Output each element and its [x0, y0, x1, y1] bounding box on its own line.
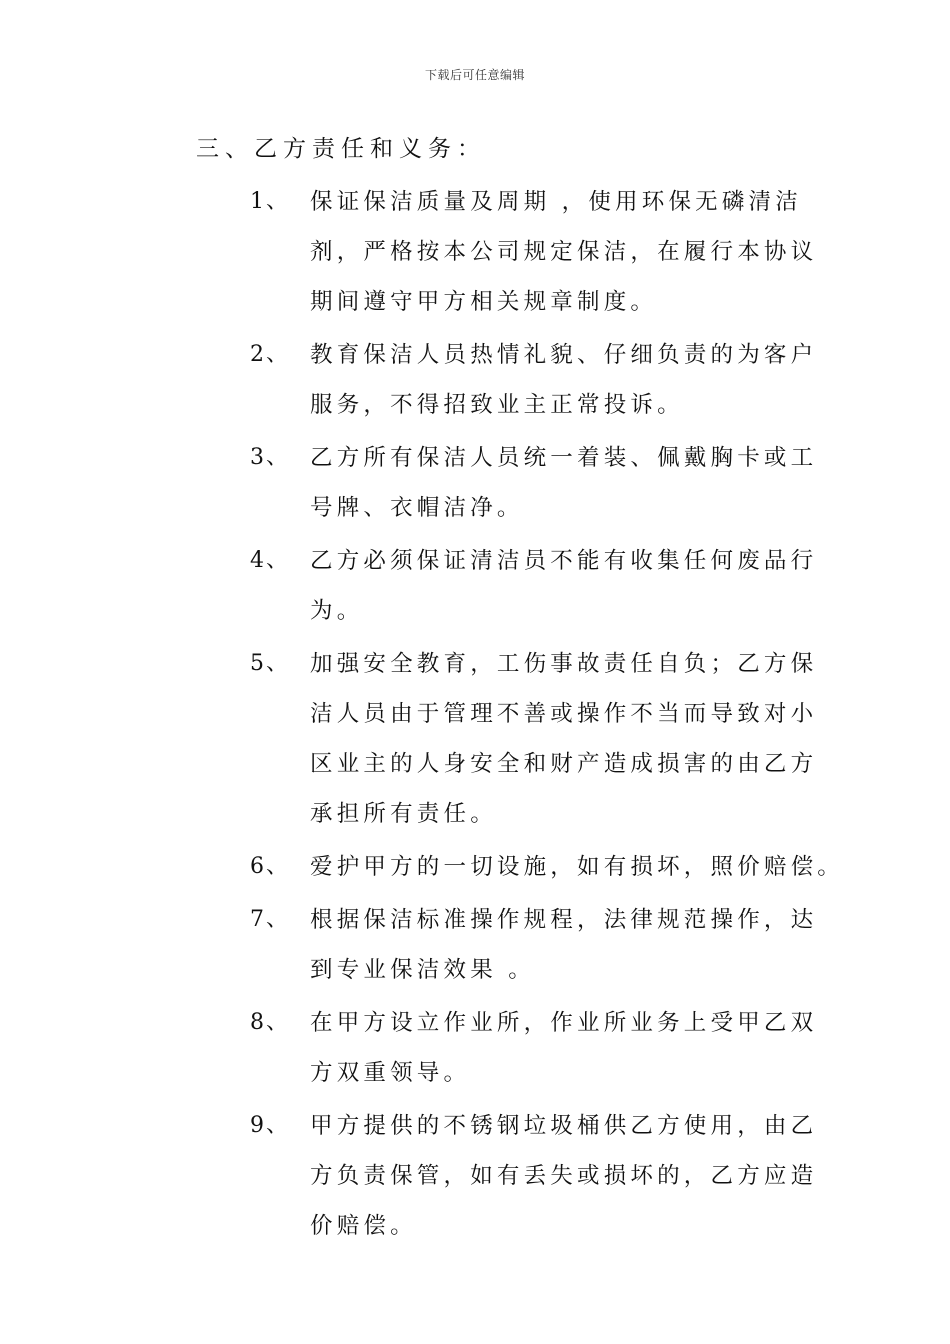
list-item [0, 1101, 950, 1251]
section-title: 乙方责任和义务： [254, 136, 486, 162]
list-item [0, 842, 950, 892]
item-number: 6、 [250, 854, 290, 879]
list-item [0, 895, 950, 995]
item-text-line: 根据保洁标准操作规程，法律规范操作，达 [310, 907, 818, 933]
list-item [0, 536, 950, 636]
item-text-line: 号牌、衣帽洁净。 [310, 495, 524, 521]
list-item [0, 998, 950, 1098]
item-text-line: 洁人员由于管理不善或操作不当而导致对小 [310, 701, 818, 727]
item-number: 5、 [250, 651, 290, 676]
item-text-line: 在甲方设立作业所，作业所业务上受甲乙双 [310, 1010, 818, 1036]
item-text-line: 剂，严格按本公司规定保洁，在履行本协议 [310, 239, 818, 265]
item-text [310, 842, 845, 892]
obligation-list [0, 177, 950, 1254]
item-text-line: 保证保洁质量及周期 ，使用环保无磷清洁 [310, 189, 802, 215]
item-number: 7、 [250, 907, 290, 932]
item-number: 8、 [250, 1010, 290, 1035]
item-text [310, 330, 818, 430]
item-number: 1、 [250, 189, 290, 214]
item-text [310, 536, 818, 636]
item-text-line: 甲方提供的不锈钢垃圾桶供乙方使用，由乙 [310, 1113, 818, 1139]
item-text-line: 乙方必须保证清洁员不能有收集任何废品行 [310, 548, 818, 574]
item-text-line: 加强安全教育，工伤事故责任自负；乙方保 [310, 651, 818, 677]
item-text-line: 服务，不得招致业主正常投诉。 [310, 392, 684, 418]
item-text [310, 1101, 818, 1251]
section-heading [196, 134, 486, 164]
item-text [310, 433, 818, 533]
item-text-line: 到专业保洁效果 。 [310, 957, 535, 983]
item-text [310, 998, 818, 1098]
item-number: 2、 [250, 342, 290, 367]
item-text-line: 教育保洁人员热情礼貌、仔细负责的为客户 [310, 342, 818, 368]
item-number: 9、 [250, 1113, 290, 1138]
item-text-line: 方双重领导。 [310, 1060, 471, 1086]
item-number: 4、 [250, 548, 290, 573]
item-text-line: 价赔偿。 [310, 1213, 417, 1239]
item-text [310, 177, 818, 327]
list-item [0, 330, 950, 430]
item-text-line: 方负责保管，如有丢失或损坏的，乙方应造 [310, 1163, 818, 1189]
list-item [0, 639, 950, 839]
list-item [0, 433, 950, 533]
item-text-line: 期间遵守甲方相关规章制度。 [310, 289, 658, 315]
item-text [310, 895, 818, 995]
item-text-line: 爱护甲方的一切设施，如有损坏，照价赔偿。 [310, 854, 845, 880]
item-text-line: 乙方所有保洁人员统一着装、佩戴胸卡或工 [310, 445, 818, 471]
item-number: 3、 [250, 445, 290, 470]
item-text-line: 为。 [310, 598, 364, 624]
list-item [0, 177, 950, 327]
item-text [310, 639, 818, 839]
item-text-line: 承担所有责任。 [310, 801, 497, 827]
page-header-note: 下载后可任意编辑 [424, 68, 525, 82]
item-text-line: 区业主的人身安全和财产造成损害的由乙方 [310, 751, 818, 777]
section-number: 三、 [196, 136, 254, 162]
